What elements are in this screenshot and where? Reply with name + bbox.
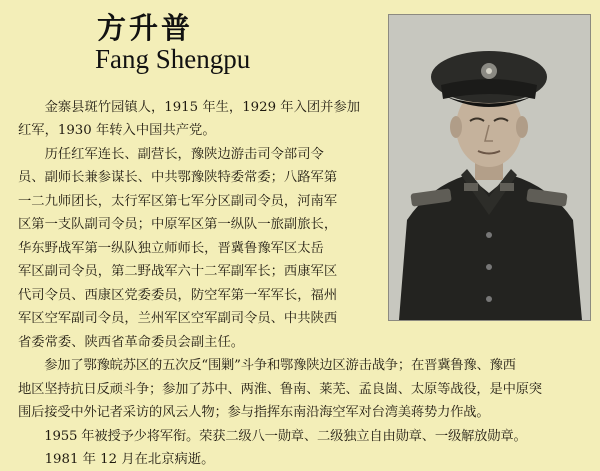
bio-line-13: 地区坚持抗日反顽斗争；参加了苏中、两淮、鲁南、莱芜、孟良崮、太原等战役，是中原突 xyxy=(18,382,542,397)
bio-line-9: 代司令员、西康区党委委员，防空军第一军军长，福州 xyxy=(18,288,338,303)
bio-line-11: 省委常委、陕西省革命委员会副主任。 xyxy=(18,335,245,350)
bio-line-3: 历任红军连长、副营长，豫陕边游击司令部司令 xyxy=(18,147,324,162)
bio-line-5: 一二九师团长，太行军区第七军分区副司令员，河南军 xyxy=(18,194,338,209)
portrait-photo-icon xyxy=(389,15,590,320)
bio-line-12: 参加了鄂豫皖苏区的五次反“围剿”斗争和鄂豫陕边区游击战争；在晋冀鲁豫、豫西 xyxy=(18,358,516,373)
bio-line-16: 1981 年 12 月在北京病逝。 xyxy=(18,452,215,467)
portrait-photo xyxy=(388,14,591,321)
name-english: Fang Shengpu xyxy=(95,44,251,74)
bio-line-6: 区第一支队副司令员；中原军区第一纵队一旅副旅长， xyxy=(18,217,338,232)
bio-line-8: 军区副司令员，第二野战军六十二军副军长；西康军区 xyxy=(18,264,338,279)
bio-line-7: 华东野战军第一纵队独立师师长，晋冀鲁豫军区太岳 xyxy=(18,241,324,256)
name-chinese: 方升普 xyxy=(97,11,194,45)
bio-line-10: 军区空军副司令员，兰州军区空军副司令员、中共陕西 xyxy=(18,311,338,326)
bio-line-4: 员、副师长兼参谋长、中共鄂豫陕特委常委；八路军第 xyxy=(18,170,338,185)
bio-line-14: 围后接受中外记者采访的风云人物；参与指挥东南沿海空军对台湾美蒋势力作战。 xyxy=(18,405,490,420)
bio-line-2: 红军，1930 年转入中国共产党。 xyxy=(18,123,216,138)
bio-line-15: 1955 年被授予少将军衔。荣获二级八一勋章、二级独立自由勋章、一级解放勋章。 xyxy=(18,429,527,444)
bio-line-1: 金寨县斑竹园镇人，1915 年生，1929 年入团并参加 xyxy=(18,100,361,115)
